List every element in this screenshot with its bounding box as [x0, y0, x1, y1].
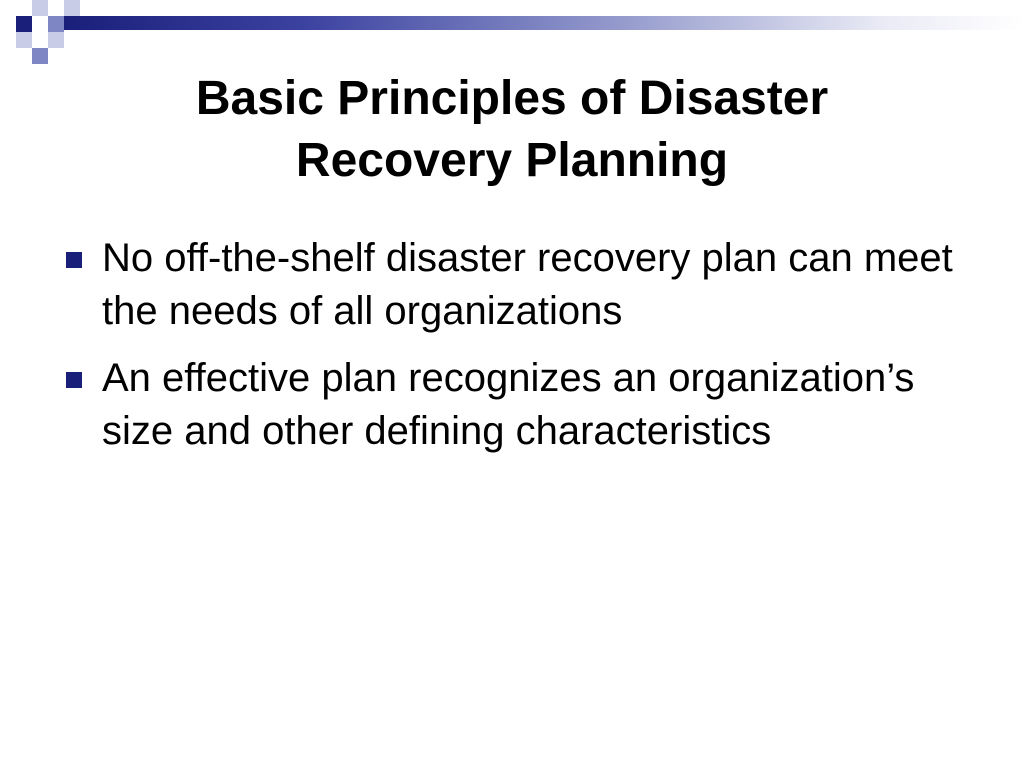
banner-square [32, 48, 48, 64]
bullet-text: An effective plan recognizes an organization’s size and other defining characteristics [102, 356, 915, 453]
square-bullet-icon [66, 252, 82, 268]
banner-square [48, 16, 64, 32]
slide-title-line: Basic Principles of Disaster [195, 72, 829, 125]
bullet-item [60, 352, 980, 458]
banner-square [48, 32, 64, 48]
bullet-item [60, 232, 980, 338]
bullet-text: No off-the-shelf disaster recovery plan can meet the needs of all organizations [102, 236, 953, 333]
slide-title-line: Recovery Planning [295, 134, 729, 187]
banner-square [16, 16, 32, 32]
banner-gradient-bar [64, 16, 1024, 30]
banner-square [32, 0, 48, 16]
banner-square [16, 32, 32, 48]
square-bullet-icon [66, 372, 82, 388]
slide-title [0, 68, 1024, 192]
banner-square [64, 0, 80, 16]
bullet-list [60, 232, 980, 472]
